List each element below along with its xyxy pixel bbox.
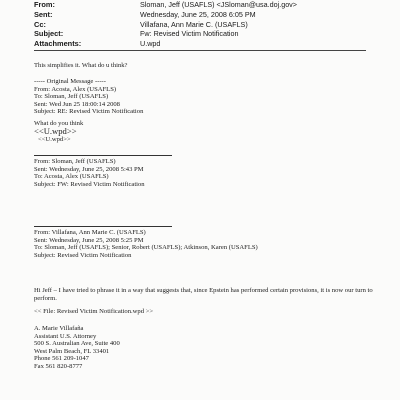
email-header (34, 0, 364, 49)
header-cc-row (34, 20, 364, 30)
signature-name: A. Marie Villafaña (34, 325, 84, 332)
forward-divider-1 (34, 155, 172, 156)
forward-divider-2 (34, 226, 172, 227)
header-cc-value: Villafana, Ann Marie C. (USAFLS) (140, 19, 248, 29)
original-to: To: Sloman, Jeff (USAFLS) (34, 93, 109, 101)
fw2-sent: Sent: Wednesday, June 25, 2008 5:25 PM (34, 236, 144, 244)
header-sent-label: Sent: (34, 9, 53, 19)
header-attachments-value: U.wpd (140, 39, 161, 49)
header-from-value: Sloman, Jeff (USAFLS) <JSloman@usa.doj.gov> (140, 0, 297, 9)
header-sent-row (34, 10, 364, 20)
attachment-reference-small: <<U.wpd>> (38, 136, 71, 143)
header-cc-label: Cc: (34, 19, 46, 29)
fw1-subject: Subject: FW: Revised Victim Notification (34, 180, 145, 188)
body-paragraph: Hi Jeff – I have tried to phrase it in a way that suggests that, since Epstein has performed certain provisions, it is now our turn to perform. (34, 287, 373, 302)
fw2-subject: Subject: Revised Victim Notification (34, 251, 132, 259)
signature-fax: Fax 561 820-8777 (34, 363, 83, 370)
header-from-label: From: (34, 0, 55, 9)
fw2-to: To: Sloman, Jeff (USAFLS); Senior, Robert (USAFLS); Atkinson, Karen (USAFLS) (34, 244, 258, 252)
header-divider (34, 50, 366, 51)
file-reference: << File: Revised Victim Notification.wpd >> (34, 308, 154, 315)
original-sent: Sent: Wed Jun 25 18:00:14 2008 (34, 100, 120, 108)
fw1-sent: Sent: Wednesday, June 25, 2008 5:43 PM (34, 165, 144, 173)
header-subject-row (34, 29, 364, 39)
original-subject: Subject: RE: Revised Victim Notification (34, 108, 144, 116)
header-from-row (34, 0, 364, 10)
header-attachments-row (34, 39, 364, 49)
header-attachments-label: Attachments: (34, 39, 82, 49)
fw1-from: From: Sloman, Jeff (USAFLS) (34, 158, 116, 165)
header-subject-value: Fw: Revised Victim Notification (140, 29, 239, 39)
header-subject-label: Subject: (34, 29, 64, 39)
opening-line: This simplifies it. What do u think? (34, 62, 128, 69)
attachment-reference-large: <<U.wpd>> (34, 126, 77, 136)
question-line: What do you think (34, 120, 84, 127)
signature-address-line-2: West Palm Beach, FL 33401 (34, 347, 110, 355)
fw1-to: To: Acosta, Alex (USAFLS) (34, 173, 109, 181)
original-message-marker: ----- Original Message ----- (34, 78, 106, 85)
original-from: From: Acosta, Alex (USAFLS) (34, 85, 117, 93)
fw2-from: From: Villafana, Ann Marie C. (USAFLS) (34, 229, 146, 236)
signature-phone: Phone 561 209-1047 (34, 355, 89, 363)
header-sent-value: Wednesday, June 25, 2008 6:05 PM (140, 9, 256, 19)
signature-address-line-1: 500 S. Australian Ave, Suite 400 (34, 340, 120, 348)
signature-title: Assistant U.S. Attorney (34, 332, 97, 340)
